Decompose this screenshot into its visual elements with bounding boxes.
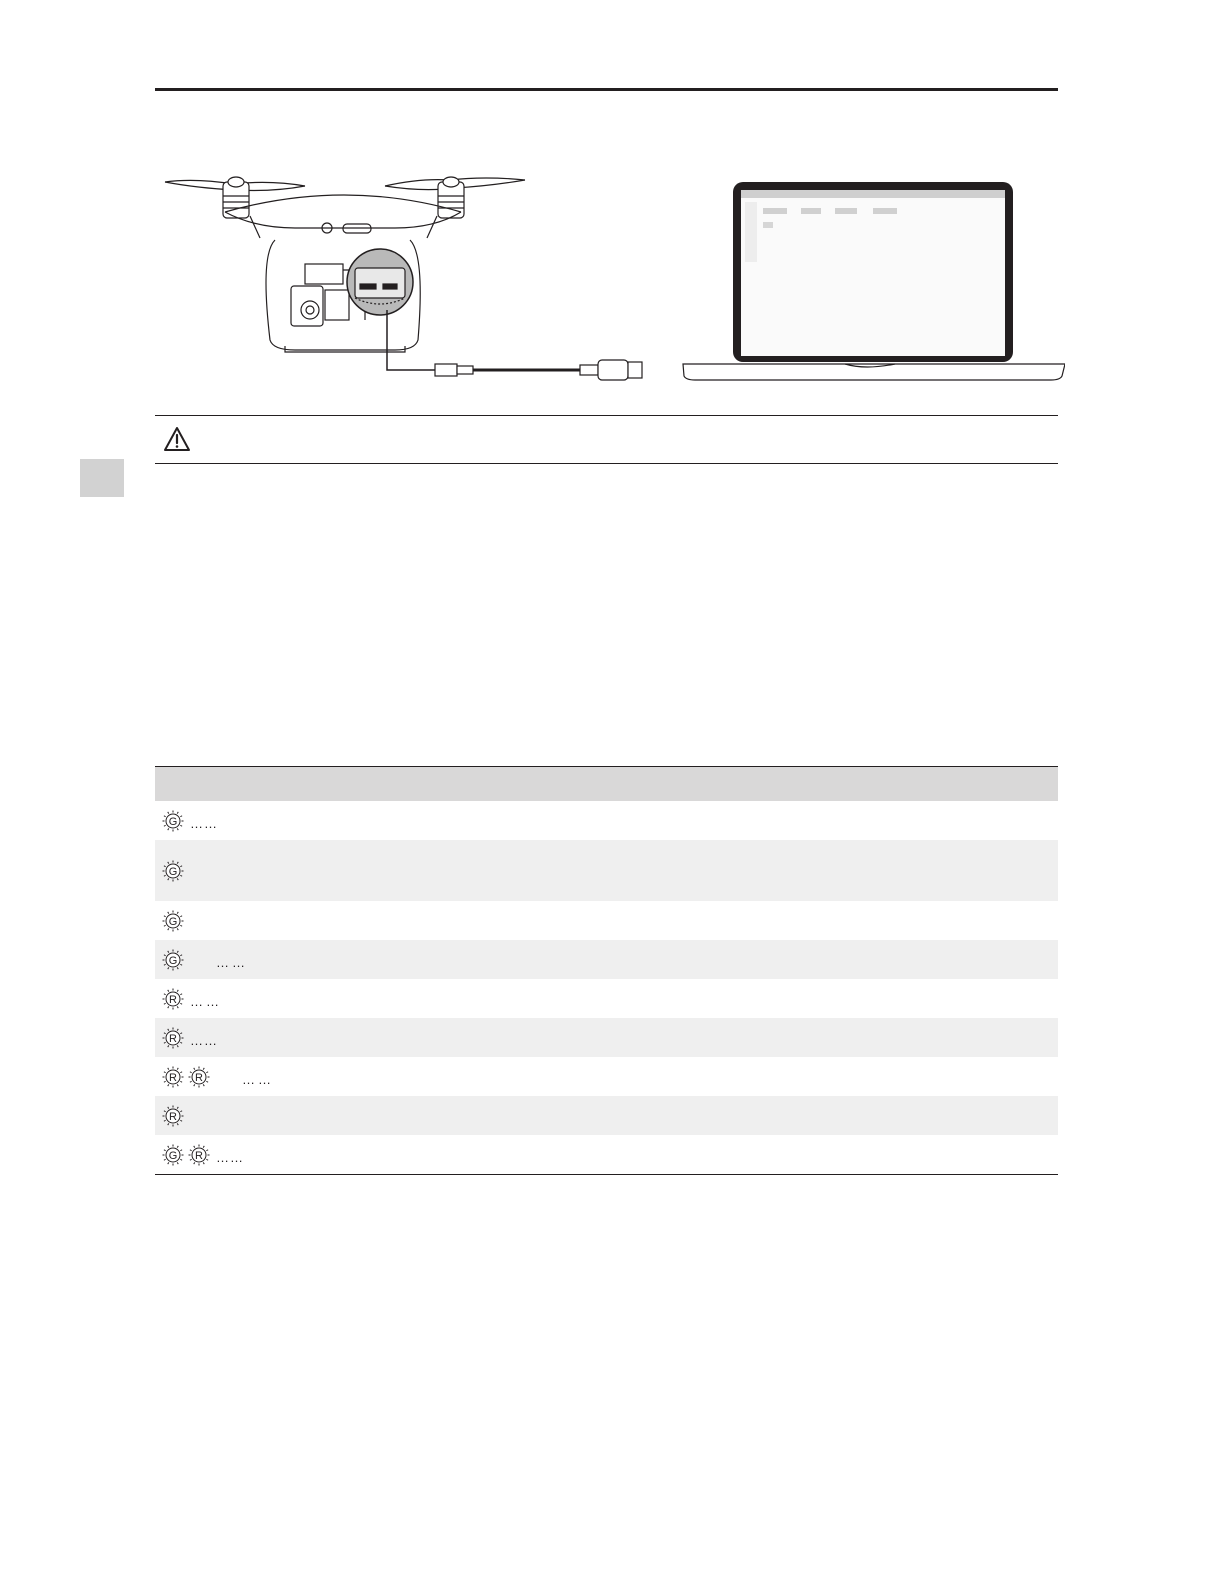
red-led-icon bbox=[162, 988, 184, 1010]
led-letter: R bbox=[169, 993, 177, 1006]
led-sequence bbox=[162, 810, 218, 832]
table-row bbox=[155, 801, 1058, 840]
red-led-icon bbox=[188, 1066, 210, 1088]
led-sequence bbox=[162, 949, 248, 971]
led-letter: G bbox=[168, 1149, 178, 1162]
led-letter: R bbox=[195, 1149, 203, 1162]
table-row bbox=[155, 1135, 1058, 1174]
red-led-icon bbox=[162, 1105, 184, 1127]
blink-dots-icon: …… bbox=[216, 1150, 244, 1165]
green-led-icon bbox=[162, 1144, 184, 1166]
red-led-icon bbox=[162, 1066, 184, 1088]
led-letter: R bbox=[169, 1032, 177, 1045]
laptop bbox=[683, 182, 1065, 380]
led-sequence bbox=[162, 860, 188, 882]
led-letter: G bbox=[168, 915, 178, 928]
drone bbox=[165, 177, 642, 380]
table-row bbox=[155, 940, 1058, 979]
led-letter: G bbox=[168, 865, 178, 878]
led-letter: R bbox=[195, 1071, 203, 1084]
table-row bbox=[155, 1018, 1058, 1057]
blink-gap bbox=[188, 955, 214, 965]
green-led-icon bbox=[162, 910, 184, 932]
led-sequence bbox=[162, 1066, 274, 1088]
table-body bbox=[155, 801, 1058, 1174]
table-header bbox=[155, 766, 1058, 801]
top-rule bbox=[155, 88, 1058, 91]
green-led-icon bbox=[162, 860, 184, 882]
red-led-icon bbox=[162, 1027, 184, 1049]
table-row bbox=[155, 840, 1058, 901]
connection-illustration bbox=[155, 160, 1065, 400]
warning-triangle-icon bbox=[163, 426, 191, 452]
table-row bbox=[155, 1096, 1058, 1135]
blink-dots-icon: …… bbox=[190, 816, 218, 831]
blink-dots-icon: …… bbox=[216, 955, 248, 970]
red-led-icon bbox=[188, 1144, 210, 1166]
led-status-table bbox=[155, 766, 1058, 1175]
table-row bbox=[155, 901, 1058, 940]
led-letter: G bbox=[168, 954, 178, 967]
caution-box bbox=[155, 415, 1058, 464]
led-sequence bbox=[162, 1027, 218, 1049]
blink-gap bbox=[214, 1072, 240, 1082]
led-sequence bbox=[162, 910, 188, 932]
blink-dots-icon: …… bbox=[190, 1033, 218, 1048]
green-led-icon bbox=[162, 810, 184, 832]
led-letter: R bbox=[169, 1071, 177, 1084]
led-letter: R bbox=[169, 1110, 177, 1123]
led-sequence bbox=[162, 1144, 244, 1166]
blink-dots-icon: …… bbox=[190, 994, 222, 1009]
connection-illustration-svg bbox=[155, 160, 1065, 400]
section-tab bbox=[80, 459, 124, 497]
green-led-icon bbox=[162, 949, 184, 971]
blink-dots-icon: …… bbox=[242, 1072, 274, 1087]
led-sequence bbox=[162, 988, 222, 1010]
table-row bbox=[155, 979, 1058, 1018]
led-letter: G bbox=[168, 815, 178, 828]
led-sequence bbox=[162, 1105, 188, 1127]
table-row bbox=[155, 1057, 1058, 1096]
